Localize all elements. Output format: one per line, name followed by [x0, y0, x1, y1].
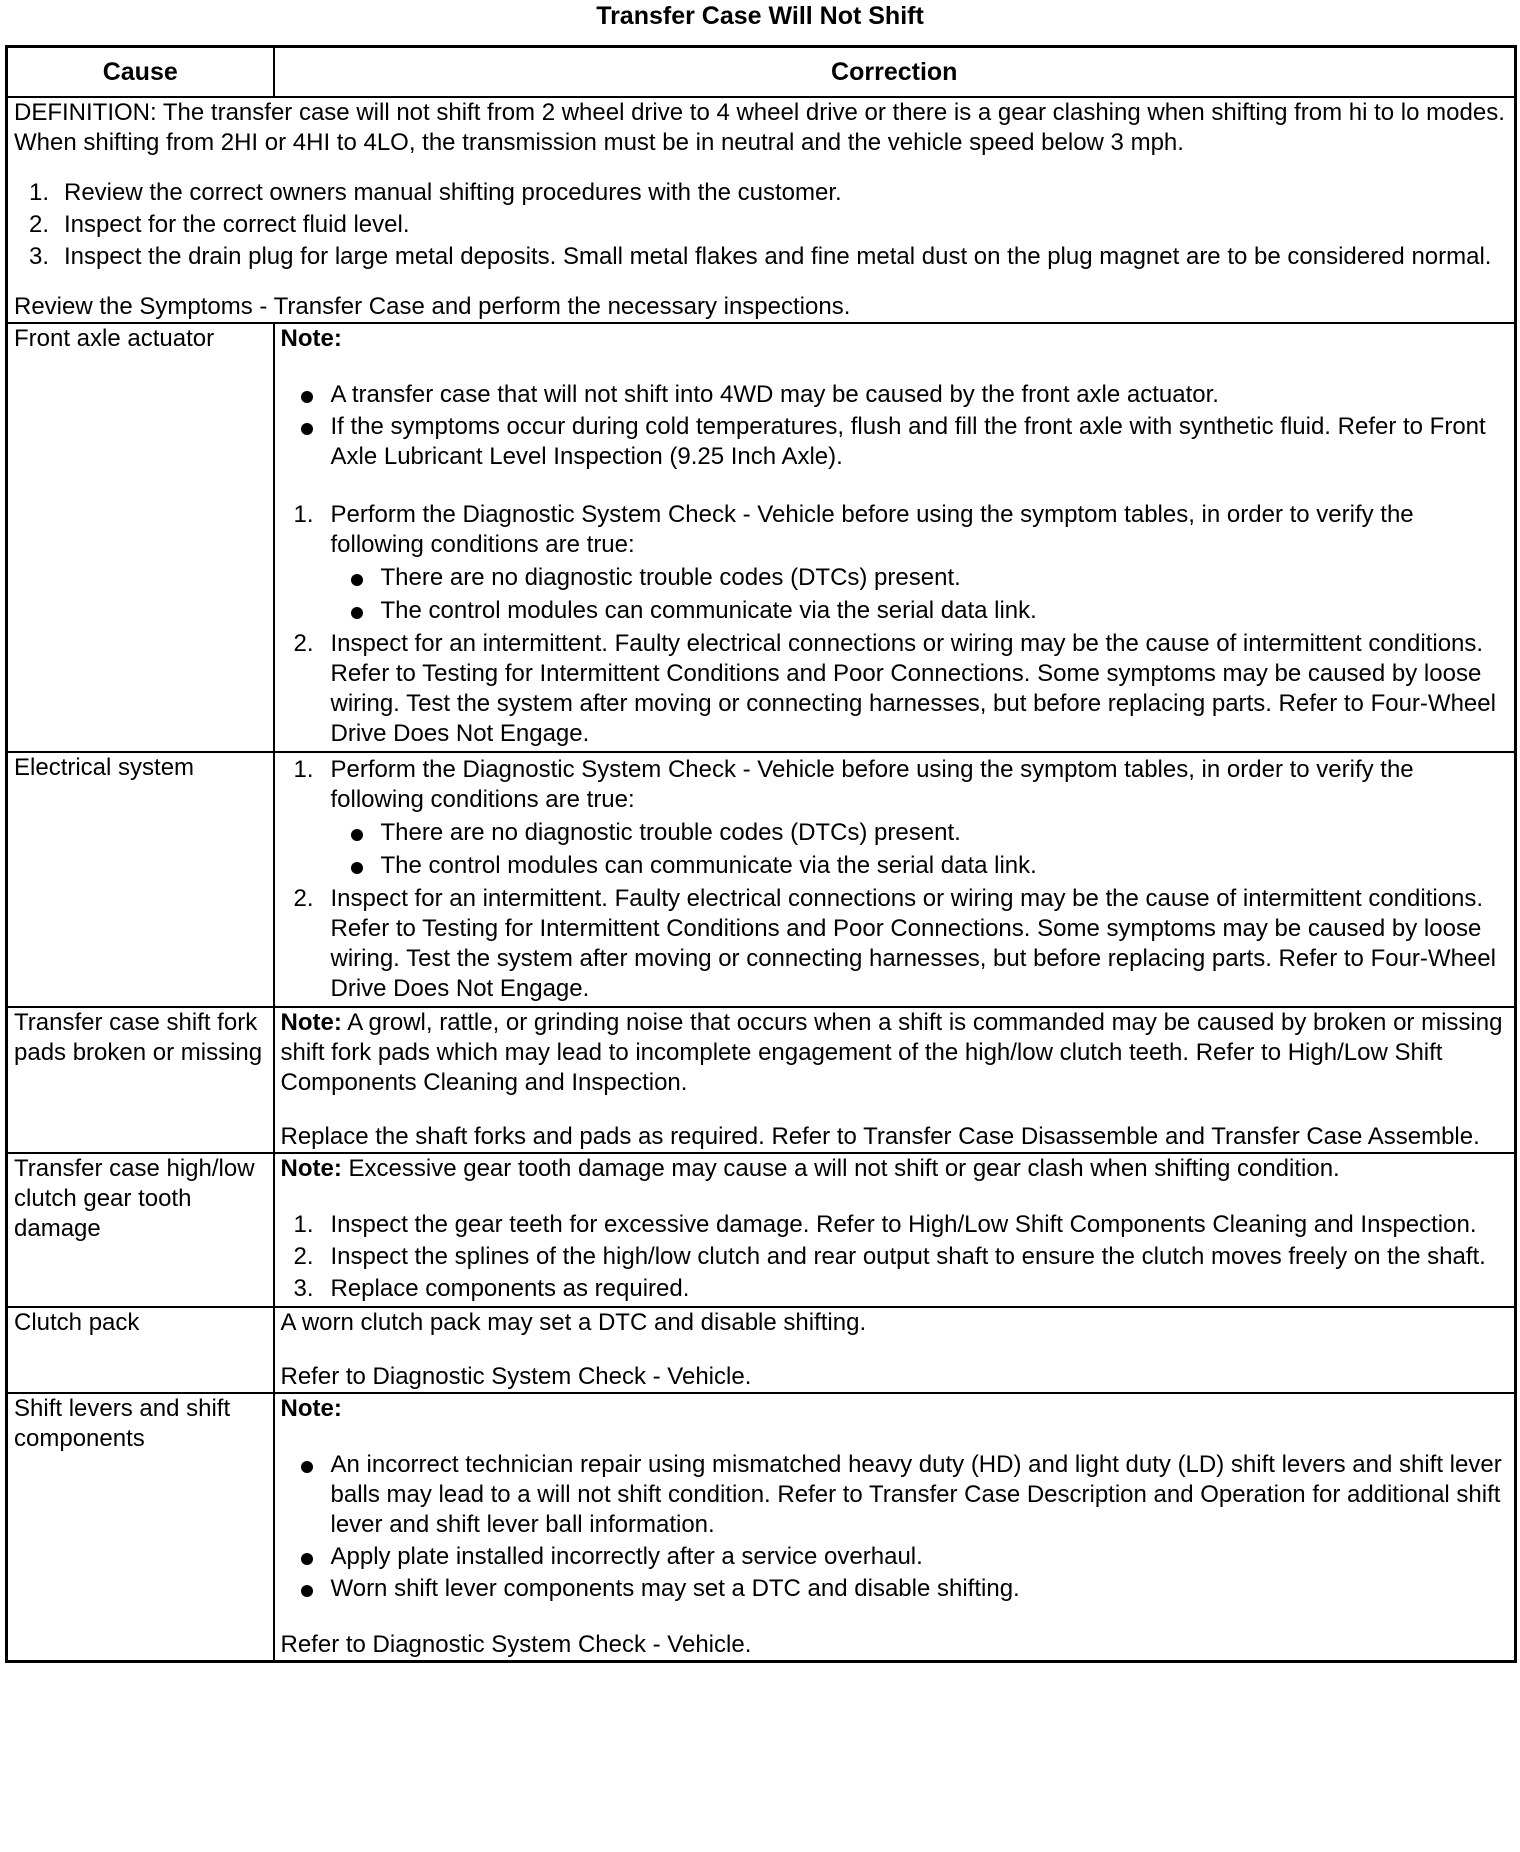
correction-text: Refer to Diagnostic System Check - Vehicle.: [280, 1363, 752, 1390]
correction-cell: [274, 752, 1516, 1007]
list-item: 2. Inspect for the correct fluid level.: [29, 211, 410, 238]
correction-cell: Note: Excessive gear tooth damage may cause a will not shift or gear clash when shifting condition. 1. Inspect the gear teeth for excessive damage. Refer to High/Low Shift Components Cleaning and Inspection. 2. Inspect the splines of the high/low clutch and rear output shaft to ensure the clutch moves freely on the shaft. 3. Replace components as required.: [274, 1153, 1516, 1307]
correction-column-header: Correction: [274, 47, 1516, 98]
list-item: 2. Inspect for an intermittent. Faulty electrical connections or wiring may be the cause of intermittent conditions. Refer to Testing for Intermittent Conditions and Poor Connections. Some symptoms may be caused by loose wiring. Test the system after moving or connecting harnesses, but before replacing parts. Refer to Four-Wheel Drive Does Not Engage.: [293, 885, 1496, 1002]
table-row: [7, 1153, 1516, 1307]
correction-text: A worn clutch pack may set a DTC and disable shifting.: [280, 1309, 867, 1336]
definition-cell: [7, 97, 1516, 323]
sub-bullets: [331, 818, 1509, 881]
list-item: 2. Inspect the splines of the high/low clutch and rear output shaft to ensure the clutch moves freely on the shaft.: [293, 1243, 1486, 1270]
list-item: 3. Replace components as required.: [293, 1275, 690, 1302]
list-item: A transfer case that will not shift into 4WD may be caused by the front axle actuator.: [281, 380, 1509, 410]
correction-steps: [281, 500, 1509, 749]
list-item: 1. Perform the Diagnostic System Check - Vehicle before using the symptom tables, in order to verify the following conditions are true: There are no diagnostic trouble codes (DTCs) present. The control modules can communicate via the serial data link.: [281, 500, 1509, 626]
table-row: [7, 323, 1516, 752]
note-label: Note: [280, 1009, 334, 1036]
definition-row: [7, 97, 1516, 323]
definition-steps: [14, 178, 1508, 272]
note-label: Note: [280, 1395, 334, 1422]
list-item: 1. Review the correct owners manual shifting procedures with the customer.: [29, 179, 842, 206]
correction-cell: Note: A growl, rattle, or grinding noise that occurs when a shift is commanded may be caused by broken or missing shift fork pads which may lead to incomplete engagement of the high/low clutch teeth. Refer to High/Low Shift Components Cleaning and Inspection. Replace the shaft forks and pads as required. Refer to Transfer Case Disassemble and Transfer Case Assemble.: [274, 1007, 1516, 1153]
list-item: Worn shift lever components may set a DTC and disable shifting.: [281, 1574, 1509, 1604]
table-row: [7, 1307, 1516, 1393]
table-header-row: [7, 47, 1516, 98]
correction-steps: [281, 1210, 1509, 1304]
correction-cell: [274, 1307, 1516, 1393]
note-label: Note: [280, 1155, 334, 1182]
correction-cell: Note: An incorrect technician repair using mismatched heavy duty (HD) and light duty (LD) shift levers and shift lever balls may lead to a will not shift condition. Refer to Transfer Case Description and Operation for additional shift lever and shift lever ball information. Apply plate installed incorrectly after a service overhaul. Worn shift lever components may set a DTC and disable shifting. Refer to Diagnostic System Check - Vehicle.: [274, 1393, 1516, 1662]
list-item: 1. Inspect the gear teeth for excessive damage. Refer to High/Low Shift Components Cleaning and Inspection.: [293, 1211, 1477, 1238]
correction-steps: [281, 755, 1509, 1004]
document-title: Transfer Case Will Not Shift: [596, 2, 924, 30]
list-item: 3. Inspect the drain plug for large metal deposits. Small metal flakes and fine metal dust on the plug magnet are to be considered normal.: [29, 243, 1492, 270]
correction-cell: Note: A transfer case that will not shift into 4WD may be caused by the front axle actuator. If the symptoms occur during cold temperatures, flush and fill the front axle with synthetic fluid. Refer to Front Axle Lubricant Level Inspection (9.25 Inch Axle). 1. Perform the Diagnostic System Check - Vehicle before using the symptom tables, in order to verify the following conditions are true: There are no diagnostic trouble codes (DTCs) present. The control modules can communicate via the serial data link. 2. Inspect for an intermittent. Faulty electrical connections or wiring may be the cause of intermittent conditions. Refer to Testing for Intermittent Conditions and Poor Connections. Some symptoms may be caused by loose wiring. Test the system after moving or connecting harnesses, but before replacing parts. Refer to Four-Wheel Drive Does Not Engage.: [274, 323, 1516, 752]
table-row: [7, 752, 1516, 1007]
cause-cell: Shift levers and shift components: [7, 1393, 274, 1662]
cause-cell: Electrical system: [7, 752, 274, 1007]
list-item: The control modules can communicate via the serial data link.: [331, 596, 1509, 626]
note-bullets: [281, 1450, 1509, 1604]
list-item: An incorrect technician repair using mismatched heavy duty (HD) and light duty (LD) shift levers and shift lever balls may lead to a will not shift condition. Refer to Transfer Case Description and Operation for additional shift lever and shift lever ball information.: [281, 1450, 1509, 1540]
cause-cell: Front axle actuator: [7, 323, 274, 752]
list-item: 1. Perform the Diagnostic System Check - Vehicle before using the symptom tables, in order to verify the following conditions are true: There are no diagnostic trouble codes (DTCs) present. The control modules can communicate via the serial data link.: [281, 755, 1509, 881]
cause-cell: Transfer case shift fork pads broken or missing: [7, 1007, 274, 1153]
note-text: A growl, rattle, or grinding noise that occurs when a shift is commanded may be caused by broken or missing shift fork pads which may lead to incomplete engagement of the high/low clutch teeth. Refer to High/Low Shift Components Cleaning and Inspection.: [280, 1009, 1503, 1096]
sub-bullets: [331, 563, 1509, 626]
list-item: 2. Inspect for an intermittent. Faulty electrical connections or wiring may be the cause of intermittent conditions. Refer to Testing for Intermittent Conditions and Poor Connections. Some symptoms may be caused by loose wiring. Test the system after moving or connecting harnesses, but before replacing parts. Refer to Four-Wheel Drive Does Not Engage.: [293, 630, 1496, 747]
correction-text: Replace the shaft forks and pads as required. Refer to Transfer Case Disassemble and Transfer Case Assemble.: [280, 1123, 1480, 1150]
note-text: Excessive gear tooth damage may cause a will not shift or gear clash when shifting condition.: [348, 1155, 1340, 1182]
cause-cell: Clutch pack: [7, 1307, 274, 1393]
correction-text: Refer to Diagnostic System Check - Vehicle.: [280, 1631, 752, 1658]
definition-closing: Review the Symptoms - Transfer Case and perform the necessary inspections.: [14, 293, 851, 320]
cause-column-header: Cause: [7, 47, 274, 98]
list-item: There are no diagnostic trouble codes (DTCs) present.: [331, 563, 1509, 593]
list-item: If the symptoms occur during cold temperatures, flush and fill the front axle with synthetic fluid. Refer to Front Axle Lubricant Level Inspection (9.25 Inch Axle).: [281, 412, 1509, 472]
note-bullets: [281, 380, 1509, 472]
note-label: Note: [280, 325, 334, 352]
table-row: [7, 1007, 1516, 1153]
list-item: The control modules can communicate via the serial data link.: [331, 851, 1509, 881]
definition-text: DEFINITION: The transfer case will not shift from 2 wheel drive to 4 wheel drive or there is a gear clashing when shifting from hi to lo modes. When shifting from 2HI or 4HI to 4LO, the transmission must be in neutral and the vehicle speed below 3 mph.: [14, 99, 1505, 156]
diagnostic-table: [5, 45, 1517, 1663]
cause-cell: Transfer case high/low clutch gear tooth damage: [7, 1153, 274, 1307]
list-item: Apply plate installed incorrectly after a service overhaul.: [281, 1542, 1509, 1572]
table-row: [7, 1393, 1516, 1662]
list-item: There are no diagnostic trouble codes (DTCs) present.: [331, 818, 1509, 848]
